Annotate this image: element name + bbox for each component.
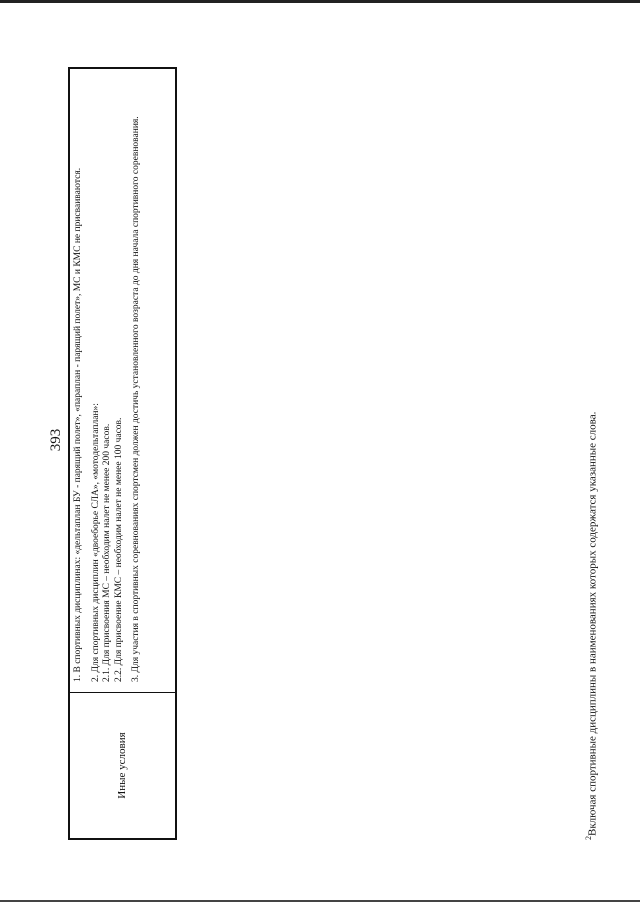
conditions-table — [68, 67, 177, 840]
condition-item-2: 2. Для спортивных дисциплин «двоеборье СЛА», «мотодельтаплан»: — [90, 403, 101, 682]
footnote — [584, 240, 600, 840]
condition-item-2-1: 2.1. Для присвоения МС – необходим налет не менее 200 часов. — [102, 423, 112, 682]
table-content-cell — [70, 69, 175, 692]
table-label-cell: Иные условия — [70, 692, 175, 838]
condition-item-1: 1. В спортивных дисциплинах: «дельтаплан БУ - парящий полет», «параплан - парящий полет», МС и КМС не присваиваются. — [73, 167, 83, 682]
page-number: 393 — [48, 428, 64, 452]
footnote-mark: 2 — [584, 836, 593, 840]
footnote-text: Включая спортивные дисциплины в наименованиях которых содержатся указанные слова. — [586, 411, 599, 836]
condition-item-2-2: 2.2. Для присвоение КМС – необходим налет не менее 100 часов. — [113, 417, 124, 682]
condition-item-3: 3. Для участия в спортивных соревнованиях спортсмен должен достичь установленного возраста до дня начала спортивного соревнования. — [131, 116, 141, 682]
scan-edge-bottom — [0, 900, 640, 902]
